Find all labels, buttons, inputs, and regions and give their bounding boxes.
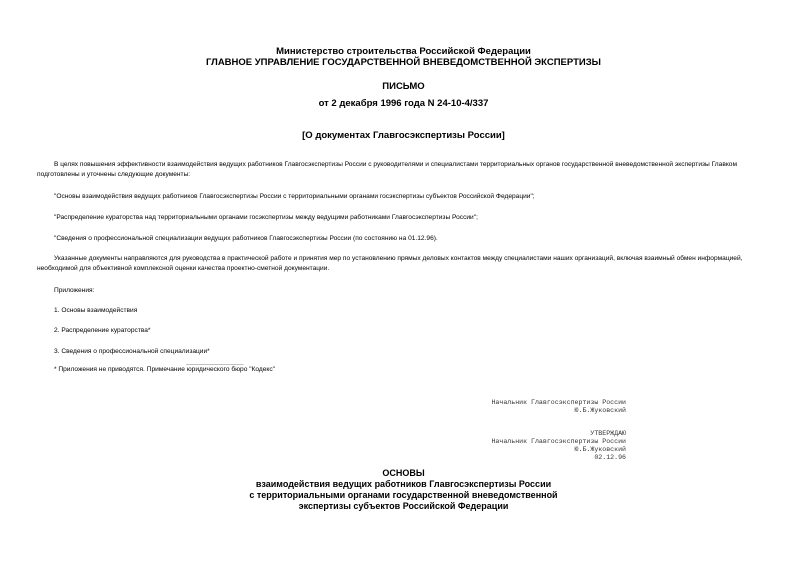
footnote-rule: ________________	[186, 359, 244, 366]
appendix-item-3: 3. Сведения о профессиональной специализации*	[54, 348, 210, 355]
department-title: ГЛАВНОЕ УПРАВЛЕНИЕ ГОСУДАРСТВЕННОЙ ВНЕВЕДОМСТВЕННОЙ ЭКСПЕРТИЗЫ	[206, 57, 601, 68]
document-subject: [О документах Главгосэкспертизы России]	[302, 130, 505, 141]
approval-position: Начальник Главгосэкспертизы России	[491, 438, 626, 445]
approval-label: УТВЕРЖДАЮ	[590, 430, 626, 437]
basis-subtitle-line-3: экспертизы субъектов Российской Федерации	[298, 501, 509, 511]
approval-date: 02.12.96	[594, 454, 626, 461]
footnote: * Приложения не приводятся. Примечание юридического бюро "Кодекс"	[54, 366, 276, 373]
basis-title: ОСНОВЫ	[382, 468, 425, 478]
appendix-item-2: 2. Распределение кураторства*	[54, 327, 151, 334]
document-date-number: от 2 декабря 1996 года N 24-10-4/337	[318, 98, 489, 109]
instruction-paragraph: Указанные документы направляются для руководства в практической работе и принятия мер по установлению прямых деловых контактов между специалистами наших организаций, включая взаимный обмен информацией, необходимой для объективной комплексной оценки качества проектно-сметной документации.	[37, 255, 743, 272]
signature-position: Начальник Главгосэкспертизы России	[491, 399, 626, 406]
ministry-title: Министерство строительства Российской Федерации	[276, 46, 531, 57]
appendix-title: Приложения:	[54, 287, 95, 294]
approval-name: Ю.Б.Жуковский	[574, 446, 626, 453]
basis-subtitle-line-1: взаимодействия ведущих работников Главгосэкспертизы России	[255, 479, 552, 489]
document-item-3: "Сведения о профессиональной специализации ведущих работников Главгосэкспертизы России (по состоянию на 01.12.96).	[54, 235, 438, 242]
basis-subtitle-line-2: с территориальными органами государственной вневедомственной	[249, 490, 558, 500]
appendix-item-1: 1. Основы взаимодействия	[54, 307, 138, 314]
document-type: ПИСЬМО	[382, 81, 425, 92]
intro-paragraph: В целях повышения эффективности взаимодействия ведущих работников Главгосэкспертизы России с руководителями и специалистами территориальных органов государственной вневедомственной экспертизы Главком подготовлены и уточнены следующие документы:	[37, 161, 737, 178]
signature-name: Ю.Б.Жуковский	[574, 407, 626, 414]
document-item-2: "Распределение кураторства над территориальными органами госэкспертизы между ведущими работниками Главгосэкспертизы России";	[54, 214, 478, 221]
document-item-1: "Основы взаимодействия ведущих работников Главгосэкспертизы России с территориальными органами госэкспертизы субъектов Российской Федерации";	[54, 193, 535, 200]
